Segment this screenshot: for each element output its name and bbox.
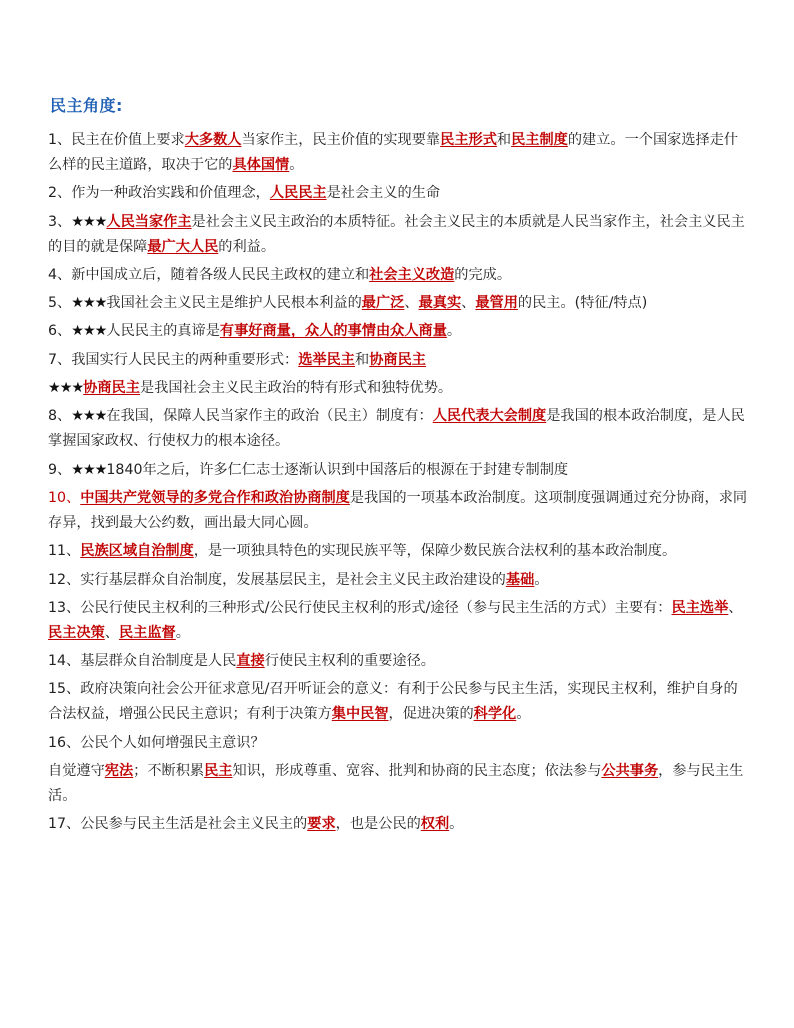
keyword: 公共事务: [601, 763, 659, 780]
keyword: 要求: [307, 816, 336, 833]
star-rating: ★★★: [71, 295, 107, 312]
star-rating: ★★★: [71, 408, 107, 425]
keyword: 民族区域自治制度: [80, 543, 194, 560]
text: 12、实行基层群众自治制度，发展基层民主，是社会主义民主政治建设的: [48, 571, 506, 588]
text: 9、: [48, 461, 72, 478]
paragraph-11: [48, 539, 750, 564]
text: 。: [175, 624, 190, 641]
keyword: 直接: [236, 653, 265, 670]
keyword: 最真实: [418, 295, 462, 312]
text: 的民主。(特征/特点): [517, 295, 648, 312]
keyword: 协商民主: [369, 351, 426, 368]
text: 5、: [48, 295, 72, 312]
text: 是我国的一项基本政治制度。这项制度强调通过充分协商，求同存异，找到最大公约数，画出最大同心圆。: [48, 489, 748, 531]
paragraph-13: [48, 596, 750, 646]
star-rating: ★★★: [71, 461, 107, 478]
keyword: 人民代表大会制度: [432, 408, 547, 425]
text: ，促进决策的: [388, 706, 474, 723]
text: ；不断积累: [133, 763, 205, 780]
paragraph-8: [48, 404, 750, 454]
paragraph-10: [48, 486, 750, 536]
text: 2、作为一种政治实践和价值理念，: [48, 185, 270, 202]
text: 。: [516, 706, 531, 723]
text: ，参与民主生活。: [48, 763, 744, 805]
text: 自觉遵守: [48, 763, 105, 780]
text: ，是一项独具特色的实现民族平等，保障少数民族合法权利的基本政治制度。: [193, 543, 677, 560]
paragraph-12: [48, 568, 750, 593]
paragraph-1: [48, 128, 750, 178]
text: 6、: [48, 323, 72, 340]
paragraph-5: [48, 291, 750, 316]
text: 16、公民个人如何增强民主意识？: [48, 734, 265, 751]
keyword: 科学化: [473, 706, 517, 723]
text: 行使民主权利的重要途径。: [264, 653, 435, 670]
keyword: 民主决策: [48, 624, 105, 641]
keyword: 大多数人: [184, 132, 242, 148]
text: 8、: [48, 408, 72, 425]
text: 是我国的根本政治制度，是人民掌握国家政权、行使权力的根本途径。: [48, 408, 745, 450]
keyword: 选举民主: [298, 351, 355, 368]
keyword: 权利: [420, 816, 450, 833]
paragraph-6: [48, 319, 750, 344]
keyword: 社会主义改造: [369, 266, 455, 283]
keyword: 民主: [204, 763, 233, 780]
text: 1、民主在价值上要求: [48, 132, 185, 148]
text: 。: [289, 157, 304, 173]
keyword: 协商民主: [83, 380, 140, 397]
text: 11、: [48, 543, 81, 560]
text: 和: [354, 351, 370, 368]
text: 10、: [48, 489, 81, 506]
text: 、: [404, 295, 419, 312]
text: 、: [728, 599, 743, 616]
star-rating: ★★★: [48, 380, 84, 397]
text: 3、: [48, 213, 72, 230]
text: ，也是公民的: [335, 816, 421, 833]
keyword: 最广大人民: [147, 238, 219, 255]
paragraph-17: [48, 812, 750, 837]
keyword: 基础: [505, 571, 535, 588]
keyword: 民主制度: [511, 132, 568, 148]
text: 在我国，保障人民当家作主的政治（民主）制度有：: [106, 408, 433, 425]
keyword: 最广泛: [361, 295, 405, 312]
paragraph-4: [48, 263, 750, 288]
text: 的建立。一个国家选择走什么样的民主道路，取决于它的: [48, 132, 739, 173]
star-rating: ★★★: [71, 323, 107, 340]
text: 17、公民参与民主生活是社会主义民主的: [48, 816, 308, 833]
text: 知识，形成尊重、宽容、批判和协商的民主态度；依法参与: [232, 763, 602, 780]
text: 是社会主义民主政治的本质特征。社会主义民主的本质就是人民当家作主，社会主义民主的目的就是保障: [48, 213, 745, 255]
text: 我国社会主义民主是维护人民根本利益的: [106, 295, 362, 312]
paragraph-7: [48, 348, 750, 373]
paragraph-3: [48, 210, 750, 260]
document-body: [48, 128, 750, 841]
keyword: 民主形式: [440, 132, 497, 148]
paragraph-9: [48, 458, 750, 483]
text: 。: [534, 571, 549, 588]
keyword: 具体国情: [232, 157, 290, 173]
keyword: 宪法: [104, 763, 134, 780]
paragraph-15: [48, 677, 750, 727]
paragraph-2: [48, 181, 750, 206]
text: 是我国社会主义民主政治的特有形式和独特优势。: [139, 380, 453, 397]
text: 是社会主义的生命: [326, 185, 441, 202]
section-heading: 民主角度:: [50, 96, 123, 115]
text: 的完成。: [454, 266, 512, 283]
text: 15、政府决策向社会公开征求意见/召开听证会的意义：有利于公民参与民主生活，实现民主权利，维护自身的合法权益，增强公民民主意识；有利于决策方: [48, 681, 738, 723]
text: 和: [496, 132, 512, 148]
keyword: 人民民主: [269, 185, 327, 202]
text: 的利益。: [218, 238, 276, 255]
text: 4、新中国成立后，随着各级人民民主政权的建立和: [48, 266, 370, 283]
paragraph-16: [48, 731, 750, 756]
text: 当家作主，民主价值的实现要靠: [241, 132, 441, 148]
keyword: 最管用: [475, 295, 518, 312]
keyword: 有事好商量，众人的事情由众人商量: [219, 323, 447, 340]
text: 人民民主的真谛是: [106, 323, 220, 340]
text: 、: [104, 624, 119, 641]
text: 、: [461, 295, 476, 312]
text: 。: [446, 323, 462, 340]
text: 1840年之后，许多仁仁志士逐渐认识到中国落后的根源在于封建专制制度: [106, 461, 569, 478]
text: 13、公民行使民主权利的三种形式/公民行使民主权利的形式/途径（参与民主生活的方式）主要有：: [48, 599, 672, 616]
keyword: 集中民智: [331, 706, 389, 723]
paragraph-14: [48, 649, 750, 674]
keyword: 人民当家作主: [106, 213, 192, 230]
text: 。: [449, 816, 464, 833]
text: 7、我国实行人民民主的两种重要形式：: [48, 351, 299, 368]
keyword: 中国共产党领导的多党合作和政治协商制度: [80, 489, 350, 506]
keyword: 民主选举: [671, 599, 729, 616]
paragraph-7b: [48, 376, 750, 401]
paragraph-16b: [48, 759, 750, 809]
text: 14、基层群众自治制度是人民: [48, 653, 237, 670]
keyword: 民主监督: [118, 624, 176, 641]
star-rating: ★★★: [71, 213, 107, 230]
